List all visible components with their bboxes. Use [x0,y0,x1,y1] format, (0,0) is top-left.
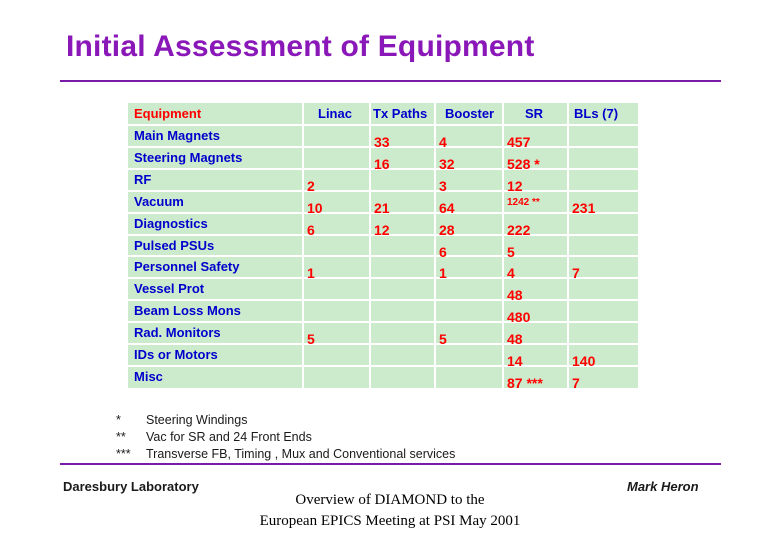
table-cell: 1242 ** [507,196,540,208]
table-cell: 140 [572,353,596,370]
table-row-label: Personnel Safety [134,259,240,275]
table-cell: 1 [439,265,447,282]
footer-presentation-info: Overview of DIAMOND to the European EPICS Meeting at PSI May 2001 [259,492,521,529]
footnote-2: ** Vac for SR and 24 Front Ends [116,430,312,444]
table-cell: 32 [439,155,455,172]
table-cell: 10 [307,199,323,216]
table-cell: 6 [439,243,447,260]
table-cell: 12 [374,221,390,238]
table-header: BLs (7) [574,106,619,121]
table-row-divider [128,299,638,301]
table-cell: 528 * [507,155,540,172]
table-cell: 5 [439,331,447,348]
table-row-divider [128,365,638,367]
table-row-divider [128,277,638,279]
table-cell: 87 *** [507,375,543,392]
table-row-divider [128,321,638,323]
table-row-divider [128,124,638,126]
table-row-label: Diagnostics [134,215,208,231]
table-header: Tx Paths [373,106,428,121]
table-row-label: Vacuum [134,193,184,209]
table-row-label: RF [134,171,152,187]
table-cell: 7 [572,265,580,282]
footnotes [116,412,455,463]
table-cell: 457 [507,133,531,150]
table-row-label: Beam Loss Mons [134,303,241,319]
table-row-divider [128,343,638,345]
table-cell: 4 [507,265,515,282]
table-cell: 33 [374,133,390,150]
table-cell: 222 [507,221,531,238]
table-cell: 2 [307,177,315,194]
table-header-equipment: Equipment [134,106,202,121]
page-title: Initial Assessment of Equipment [66,30,535,63]
footer-divider [60,463,721,465]
table-cell: 64 [439,199,455,216]
table-header: Linac [318,106,352,121]
table-row-label: IDs or Motors [134,347,218,363]
table-row-label: Rad. Monitors [134,325,221,341]
footer-organization: Daresbury Laboratory [63,479,199,494]
table-cell: 48 [507,331,523,348]
table-cell: 7 [572,375,580,392]
table-cell: 16 [374,155,390,172]
table-row-label: Pulsed PSUs [134,237,215,253]
table-cell: 5 [507,243,515,260]
table-cell: 21 [374,199,390,216]
equipment-table [128,103,638,392]
table-cell: 5 [307,331,315,348]
table-cell: 48 [507,287,523,304]
title-divider [60,80,721,82]
table-row-label: Steering Magnets [134,149,243,165]
table-cell: 6 [307,221,315,238]
table-cell: 12 [507,177,523,194]
footnote-1: * Steering Windings [116,413,248,427]
table-row-label: Main Magnets [134,127,220,143]
footer-author: Mark Heron [627,479,699,494]
table-cell: 4 [439,133,447,150]
table-header: Booster [445,106,495,121]
footnote-3: *** Transverse FB, Timing , Mux and Conventional services [116,447,456,461]
table-cell: 480 [507,309,531,326]
table-row-label: Vessel Prot [134,281,205,297]
table-row-divider [128,255,638,257]
table-row-label: Misc [134,369,163,385]
table-row-divider [128,190,638,192]
table-cell: 28 [439,221,455,238]
table-cell: 3 [439,177,447,194]
table-header: SR [525,106,544,121]
table-cell: 14 [507,353,523,370]
table-cell: 1 [307,265,315,282]
table-cell: 231 [572,199,596,216]
